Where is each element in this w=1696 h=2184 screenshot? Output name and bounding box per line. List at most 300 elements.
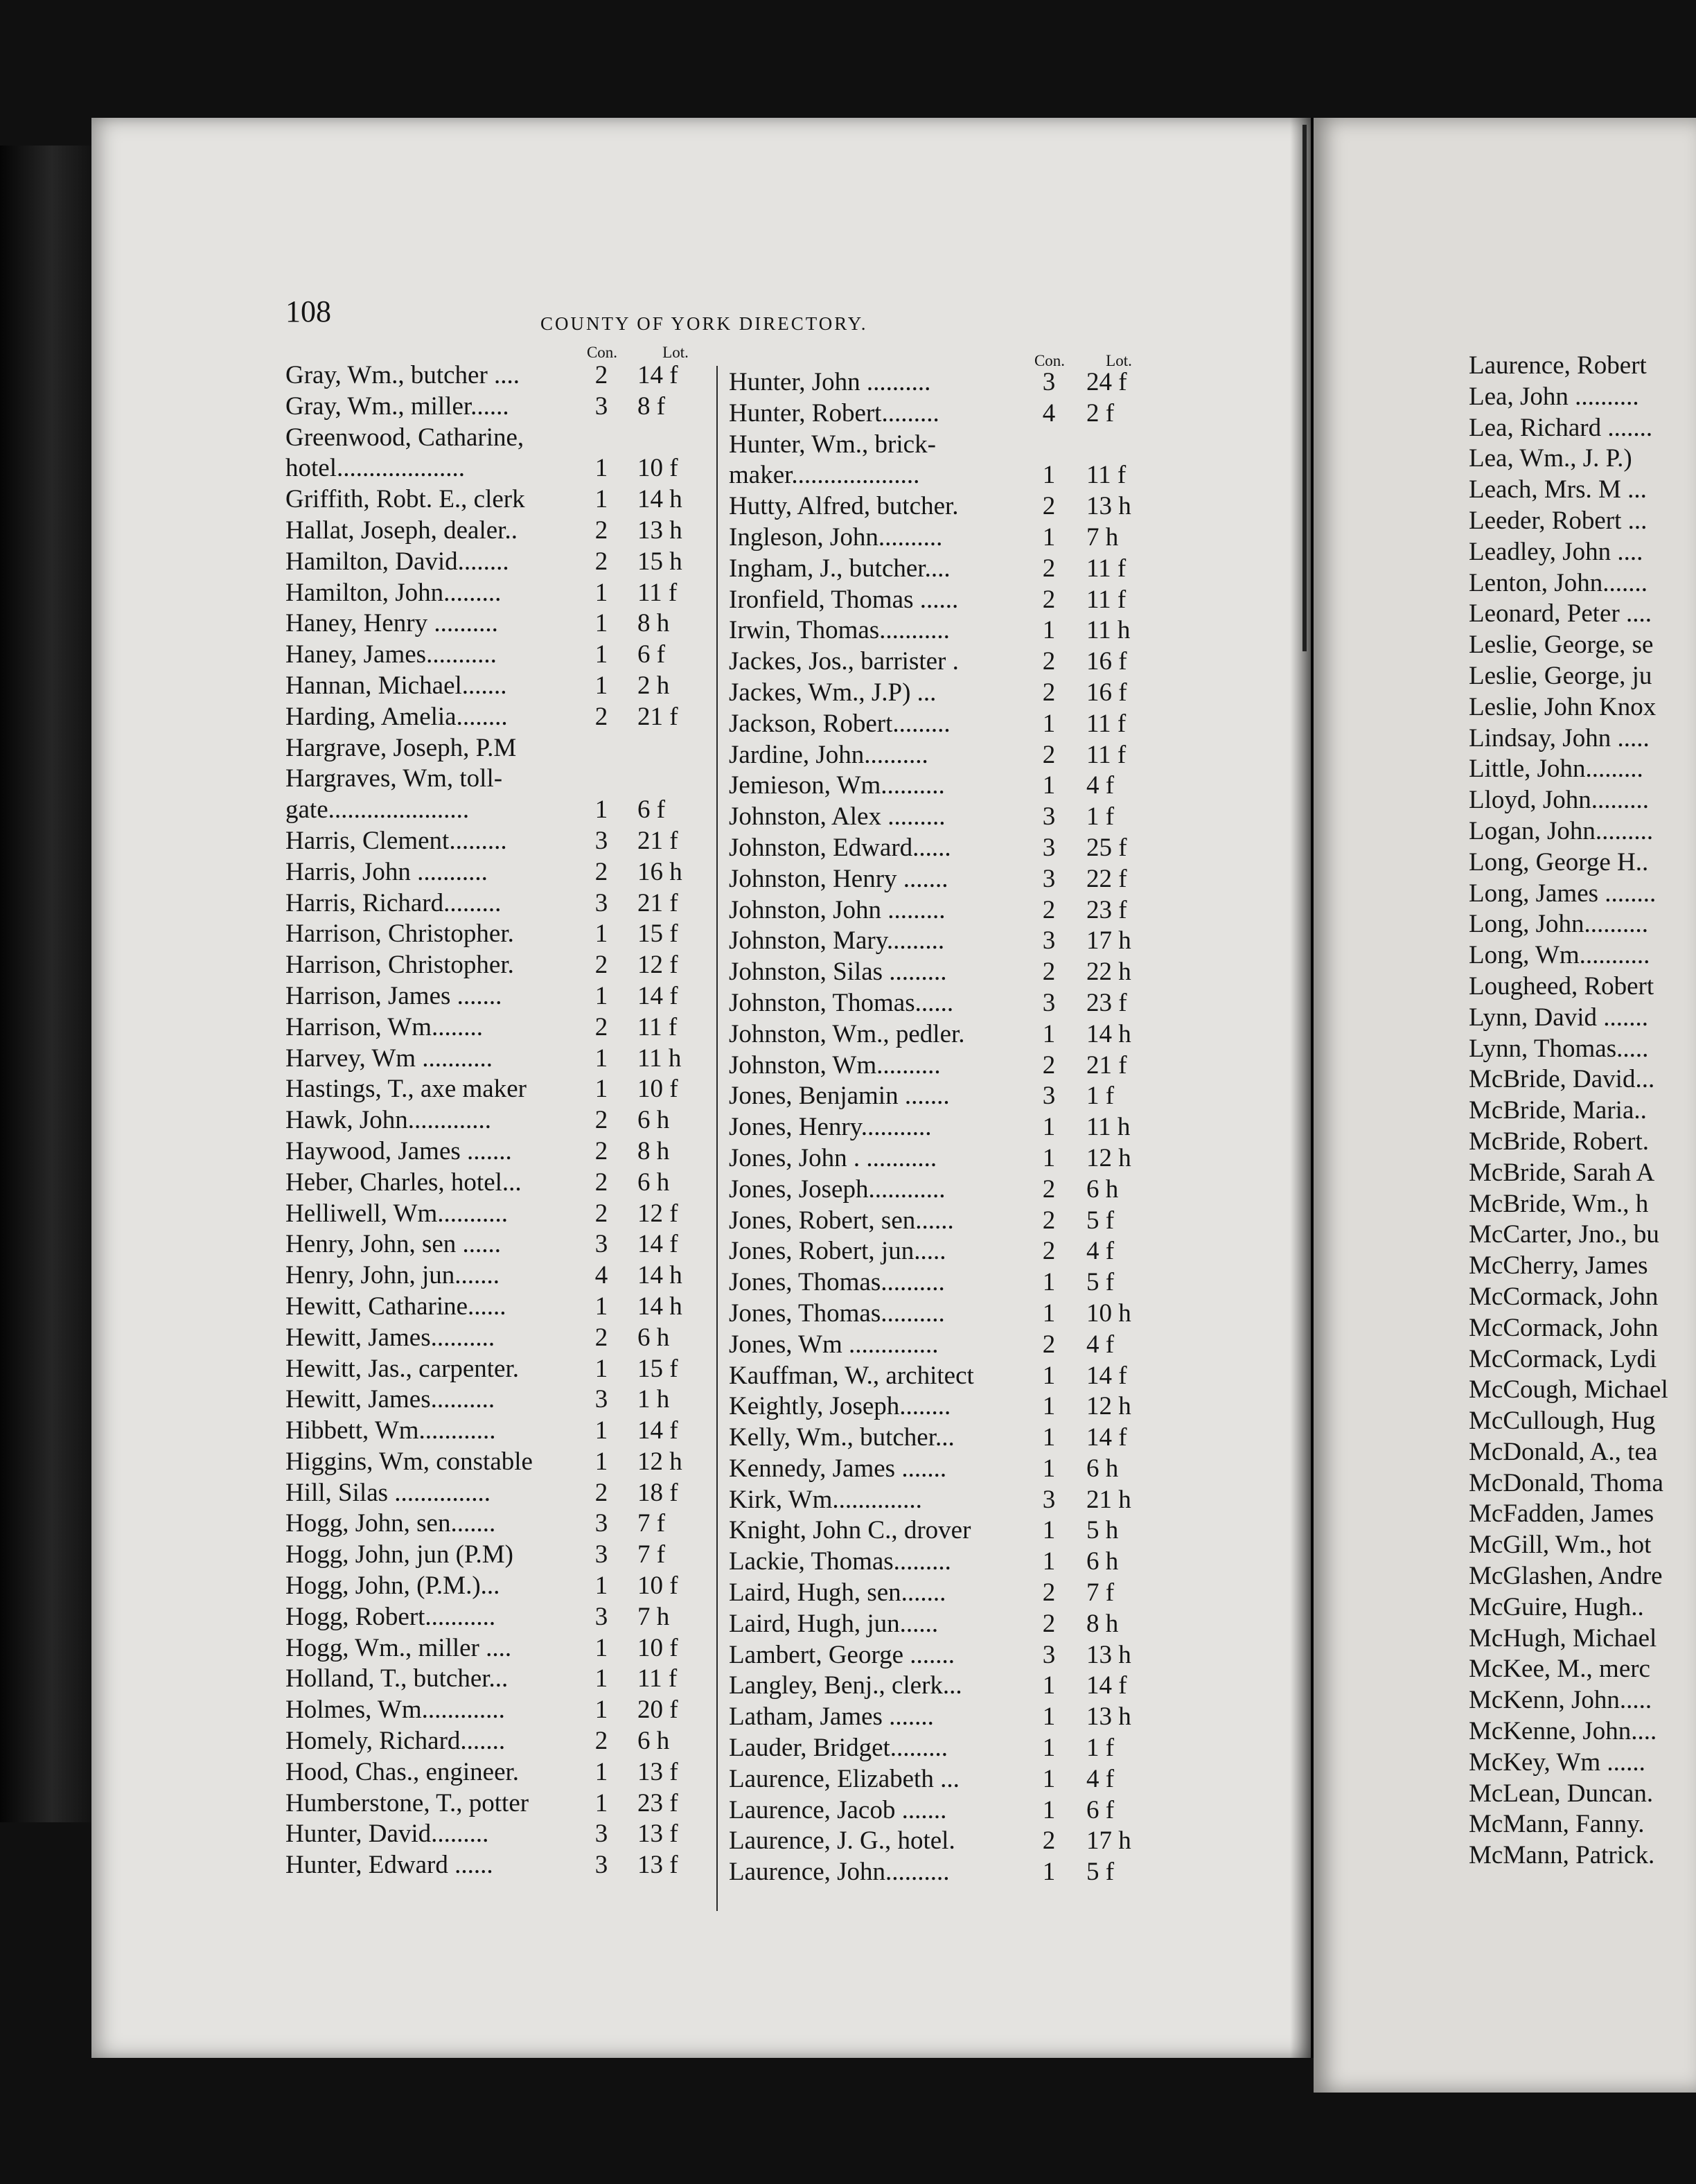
entry-lot: 5 f <box>1086 1206 1115 1235</box>
entry-name: Johnston, Silas ......... <box>729 958 947 987</box>
entry-name: Hargrave, Joseph, P.M <box>285 733 517 762</box>
entry-name: Jones, Joseph............ <box>729 1174 946 1204</box>
entry-con: 1 <box>594 1696 608 1725</box>
entry-name: Lea, John .......... <box>1469 382 1639 411</box>
entry-con: 1 <box>1042 1764 1056 1793</box>
entry-con: 1 <box>594 454 608 483</box>
entry-name: McCough, Michael <box>1469 1375 1668 1404</box>
entry-lot: 11 f <box>1086 585 1127 614</box>
entry-name: Lea, Wm., J. P.) <box>1469 444 1632 473</box>
entry-name: Lenton, John....... <box>1469 568 1648 597</box>
col1-lot-header: Lot. <box>662 344 689 361</box>
entry-lot: 15 h <box>637 547 682 576</box>
entry-con: 2 <box>1042 585 1056 614</box>
entry-lot: 1 h <box>637 1385 670 1414</box>
entry-name: Johnston, Mary......... <box>729 926 945 956</box>
entry-con: 2 <box>1042 1050 1056 1080</box>
entry-name: Griffith, Robt. E., clerk <box>285 485 525 514</box>
entry-con: 1 <box>594 1788 608 1817</box>
entry-lot: 8 h <box>637 609 670 638</box>
entry-con: 2 <box>1042 678 1056 707</box>
entry-lot: 13 h <box>1086 1702 1131 1732</box>
entry-lot: 11 h <box>1086 1113 1131 1142</box>
entry-name: Leadley, John .... <box>1469 537 1643 566</box>
entry-lot: 7 h <box>637 1602 670 1631</box>
entry-name: Hannan, Michael....... <box>285 671 507 700</box>
entry-con: 2 <box>594 1012 608 1041</box>
page-gutter <box>1290 118 1314 2058</box>
entry-lot: 14 f <box>1086 1423 1127 1452</box>
entry-name: Leonard, Peter .... <box>1469 599 1652 628</box>
entry-con: 1 <box>1042 461 1056 490</box>
entry-con: 1 <box>1042 1113 1056 1142</box>
entry-con: 1 <box>1042 522 1056 552</box>
entry-name: Hill, Silas ............... <box>285 1478 491 1507</box>
entry-name: Harvey, Wm ........... <box>285 1043 493 1073</box>
entry-lot: 7 f <box>1086 1578 1115 1608</box>
entry-con: 1 <box>594 1633 608 1662</box>
entry-lot: 12 h <box>1086 1143 1131 1172</box>
entry-lot: 10 h <box>1086 1298 1131 1328</box>
entry-name: Latham, James ....... <box>729 1702 934 1732</box>
entry-lot: 6 h <box>1086 1174 1119 1204</box>
entry-con: 1 <box>594 1571 608 1601</box>
entry-name: Kelly, Wm., butcher... <box>729 1423 955 1452</box>
entry-lot: 22 h <box>1086 958 1131 987</box>
entry-name: Johnston, John ......... <box>729 895 946 924</box>
entry-name: McBride, Maria.. <box>1469 1096 1647 1125</box>
entry-name: Long, George H.. <box>1469 847 1649 877</box>
entry-lot: 14 h <box>637 1292 682 1321</box>
entry-lot: 13 f <box>637 1851 678 1880</box>
entry-lot: 14 f <box>637 361 678 389</box>
entry-con: 4 <box>594 1261 608 1290</box>
entry-lot: 21 f <box>637 888 678 917</box>
entry-name: Holland, T., butcher... <box>285 1664 509 1693</box>
entry-con: 3 <box>1042 1082 1056 1111</box>
entry-lot: 21 f <box>1086 1050 1127 1080</box>
entry-name: McMann, Patrick. <box>1469 1841 1655 1870</box>
entry-con: 1 <box>1042 616 1056 645</box>
entry-lot: 24 f <box>1086 368 1127 396</box>
entry-lot: 14 f <box>637 981 678 1010</box>
entry-con: 3 <box>1042 1640 1056 1669</box>
entry-lot: 10 f <box>637 454 678 483</box>
entry-name: Higgins, Wm, constable <box>285 1447 533 1476</box>
entry-name: McBride, Sarah A <box>1469 1158 1655 1187</box>
entry-name: Hunter, Edward ...... <box>285 1851 493 1880</box>
entry-name: Leslie, George, se <box>1469 631 1654 660</box>
entry-con: 2 <box>594 1323 608 1352</box>
entry-lot: 2 h <box>637 671 670 700</box>
entry-lot: 14 f <box>1086 1361 1127 1390</box>
entry-name: Laird, Hugh, jun...... <box>729 1609 939 1638</box>
entry-lot: 1 f <box>1086 802 1115 831</box>
entry-con: 3 <box>594 1385 608 1414</box>
entry-lot: 11 h <box>637 1043 682 1073</box>
entry-name: McBride, Wm., h <box>1469 1189 1649 1218</box>
entry-name: Lambert, George ....... <box>729 1640 955 1669</box>
entry-con: 3 <box>594 826 608 855</box>
entry-name: maker.................... <box>729 461 920 490</box>
entry-name: Laurence, J. G., hotel. <box>729 1826 955 1856</box>
entry-con: 1 <box>1042 1516 1056 1545</box>
col1-con-header: Con. <box>586 344 618 361</box>
entry-con: 3 <box>1042 988 1056 1017</box>
entry-name: McCormack, John <box>1469 1282 1659 1311</box>
entry-name: Leslie, John Knox <box>1469 692 1657 721</box>
entry-name: Johnston, Edward...... <box>729 833 951 862</box>
entry-lot: 18 f <box>637 1478 678 1507</box>
entry-con: 2 <box>594 1478 608 1507</box>
entry-name: Laurence, Robert <box>1469 351 1647 380</box>
entry-name: Hawk, John............. <box>285 1106 492 1135</box>
entry-name: Leslie, George, ju <box>1469 661 1652 690</box>
entry-lot: 13 h <box>1086 492 1131 521</box>
entry-lot: 4 f <box>1086 1764 1115 1793</box>
entry-name: McCarter, Jno., bu <box>1469 1220 1659 1249</box>
entry-con: 1 <box>1042 1361 1056 1390</box>
entry-con: 2 <box>594 951 608 980</box>
entry-lot: 21 f <box>637 826 678 855</box>
entry-name: hotel.................... <box>285 454 465 483</box>
entry-name: Jones, Thomas.......... <box>729 1298 945 1328</box>
entry-name: Hunter, Wm., brick- <box>729 430 936 459</box>
entry-lot: 4 f <box>1086 1237 1115 1266</box>
entry-name: Little, John......... <box>1469 755 1643 784</box>
entry-lot: 12 f <box>637 1199 678 1228</box>
entry-con: 1 <box>1042 1858 1056 1887</box>
entry-name: Hewitt, James.......... <box>285 1323 495 1352</box>
entry-name: Langley, Benj., clerk... <box>729 1671 962 1700</box>
entry-name: Kauffman, W., architect <box>729 1361 974 1390</box>
entry-con: 2 <box>594 516 608 545</box>
entry-name: McHugh, Michael <box>1469 1623 1657 1653</box>
entry-con: 2 <box>1042 1330 1056 1359</box>
entry-name: Hogg, John, sen....... <box>285 1509 496 1538</box>
entry-name: Harris, John ........... <box>285 857 488 886</box>
entry-con: 4 <box>1042 398 1056 428</box>
entry-con: 3 <box>594 888 608 917</box>
entry-name: McCormack, John <box>1469 1313 1659 1342</box>
entry-lot: 11 f <box>1086 461 1127 490</box>
entry-lot: 23 f <box>1086 988 1127 1017</box>
entry-name: Jardine, John.......... <box>729 740 928 769</box>
entry-lot: 16 h <box>637 857 682 886</box>
entry-con: 2 <box>594 1727 608 1756</box>
entry-name: Holmes, Wm............. <box>285 1696 505 1725</box>
entry-con: 3 <box>594 391 608 421</box>
entry-lot: 6 f <box>1086 1795 1115 1824</box>
entry-lot: 6 h <box>1086 1454 1119 1483</box>
entry-lot: 6 f <box>637 795 666 825</box>
entry-lot: 16 f <box>1086 678 1127 707</box>
entry-lot: 8 f <box>637 391 666 421</box>
entry-name: Hunter, Robert......... <box>729 398 939 428</box>
entry-con: 3 <box>594 1851 608 1880</box>
entry-name: Laurence, Jacob ....... <box>729 1795 947 1824</box>
entry-lot: 14 f <box>637 1416 678 1445</box>
entry-name: Ingleson, John.......... <box>729 522 943 552</box>
entry-name: Harrison, Christopher. <box>285 919 514 949</box>
entry-name: Homely, Richard....... <box>285 1727 506 1756</box>
entry-con: 2 <box>594 702 608 731</box>
entry-name: McKenn, John..... <box>1469 1686 1652 1715</box>
entry-lot: 14 h <box>1086 1019 1131 1048</box>
entry-con: 1 <box>1042 1671 1056 1700</box>
entry-name: McCullough, Hug <box>1469 1407 1656 1436</box>
entry-con: 3 <box>1042 802 1056 831</box>
entry-con: 1 <box>594 671 608 700</box>
entry-name: Jones, Henry........... <box>729 1113 932 1142</box>
entry-name: Henry, John, jun....... <box>285 1261 500 1290</box>
entry-lot: 15 f <box>637 919 678 949</box>
entry-name: Kennedy, James ....... <box>729 1454 947 1483</box>
entry-con: 2 <box>1042 647 1056 676</box>
entry-name: Jones, Benjamin ....... <box>729 1082 950 1111</box>
entry-name: Harrison, Christopher. <box>285 951 514 980</box>
entry-con: 1 <box>594 640 608 669</box>
entry-lot: 6 h <box>637 1106 670 1135</box>
entry-lot: 12 h <box>637 1447 682 1476</box>
entry-name: Hewitt, Catharine...... <box>285 1292 506 1321</box>
entry-lot: 11 f <box>1086 740 1127 769</box>
entry-name: Harrison, James ....... <box>285 981 502 1010</box>
entry-lot: 20 f <box>637 1696 678 1725</box>
entry-con: 1 <box>1042 771 1056 800</box>
entry-con: 3 <box>594 1602 608 1631</box>
entry-name: McDonald, Thoma <box>1469 1468 1663 1497</box>
entry-name: Lackie, Thomas......... <box>729 1547 951 1576</box>
entry-con: 1 <box>594 1416 608 1445</box>
entry-lot: 21 f <box>637 702 678 731</box>
entry-lot: 21 h <box>1086 1485 1131 1514</box>
entry-con: 1 <box>594 795 608 825</box>
entry-con: 1 <box>594 1664 608 1693</box>
entry-lot: 7 f <box>637 1509 666 1538</box>
entry-con: 2 <box>1042 1174 1056 1204</box>
entry-lot: 8 h <box>1086 1609 1119 1638</box>
entry-name: Lynn, David ....... <box>1469 1003 1648 1032</box>
entry-lot: 25 f <box>1086 833 1127 862</box>
entry-name: McKenne, John.... <box>1469 1717 1657 1746</box>
entry-name: Knight, John C., drover <box>729 1516 971 1545</box>
entry-name: Harding, Amelia........ <box>285 702 508 731</box>
entry-name: Lougheed, Robert <box>1469 971 1654 1001</box>
entry-con: 1 <box>1042 1795 1056 1824</box>
entry-name: Henry, John, sen ...... <box>285 1230 502 1259</box>
entry-lot: 14 h <box>637 1261 682 1290</box>
entry-con: 3 <box>1042 864 1056 893</box>
entry-lot: 13 f <box>637 1757 678 1786</box>
entry-name: McBride, Robert. <box>1469 1127 1649 1156</box>
entry-name: Gray, Wm., butcher .... <box>285 361 520 389</box>
entry-name: Kirk, Wm.............. <box>729 1485 922 1514</box>
entry-name: Harrison, Wm........ <box>285 1012 483 1041</box>
entry-con: 2 <box>1042 492 1056 521</box>
entry-name: Jones, Wm .............. <box>729 1330 939 1359</box>
entry-name: McCherry, James <box>1469 1251 1648 1280</box>
entry-name: Ironfield, Thomas ...... <box>729 585 959 614</box>
entry-lot: 23 f <box>1086 895 1127 924</box>
entry-con: 2 <box>1042 554 1056 583</box>
entry-lot: 22 f <box>1086 864 1127 893</box>
entry-lot: 4 f <box>1086 771 1115 800</box>
entry-con: 2 <box>1042 1826 1056 1856</box>
entry-lot: 11 h <box>1086 616 1131 645</box>
entry-con: 1 <box>594 1075 608 1104</box>
entry-name: Greenwood, Catharine, <box>285 423 524 452</box>
entry-lot: 8 h <box>637 1136 670 1165</box>
entry-lot: 13 h <box>1086 1640 1131 1669</box>
entry-name: Ingham, J., butcher.... <box>729 554 951 583</box>
entry-con: 1 <box>1042 1423 1056 1452</box>
entry-name: Irwin, Thomas........... <box>729 616 950 645</box>
entry-name: Hunter, David......... <box>285 1820 489 1849</box>
entry-name: Hogg, Wm., miller .... <box>285 1633 512 1662</box>
entry-name: Jemieson, Wm.......... <box>729 771 945 800</box>
entry-con: 3 <box>594 1820 608 1849</box>
entry-lot: 14 f <box>637 1230 678 1259</box>
entry-con: 2 <box>1042 1578 1056 1608</box>
entry-con: 1 <box>1042 709 1056 738</box>
entry-name: Hastings, T., axe maker <box>285 1075 527 1104</box>
entry-con: 2 <box>1042 895 1056 924</box>
entry-con: 2 <box>594 1136 608 1165</box>
entry-name: Logan, John......... <box>1469 816 1654 845</box>
entry-con: 2 <box>1042 1237 1056 1266</box>
entry-name: Hamilton, John......... <box>285 578 502 607</box>
entry-name: Harris, Clement......... <box>285 826 507 855</box>
entry-con: 2 <box>594 857 608 886</box>
entry-name: Lynn, Thomas..... <box>1469 1034 1649 1063</box>
entry-name: Lauder, Bridget......... <box>729 1734 948 1763</box>
entry-con: 2 <box>594 1106 608 1135</box>
entry-lot: 12 f <box>637 951 678 980</box>
entry-name: McGill, Wm., hot <box>1469 1531 1652 1560</box>
entry-lot: 11 f <box>637 1012 678 1041</box>
entry-lot: 15 f <box>637 1354 678 1383</box>
entry-name: Lea, Richard ....... <box>1469 413 1653 442</box>
entry-name: Leeder, Robert ... <box>1469 506 1648 535</box>
entry-name: Heber, Charles, hotel... <box>285 1168 522 1197</box>
entry-name: Johnston, Wm., pedler. <box>729 1019 965 1048</box>
entry-name: Jones, Thomas.......... <box>729 1268 945 1297</box>
entry-lot: 12 h <box>1086 1392 1131 1421</box>
entry-con: 1 <box>1042 1547 1056 1576</box>
entry-name: Jones, Robert, jun..... <box>729 1237 946 1266</box>
entry-name: McKee, M., merc <box>1469 1655 1650 1684</box>
entry-name: Hargraves, Wm, toll- <box>285 764 503 793</box>
entry-lot: 4 f <box>1086 1330 1115 1359</box>
entry-con: 1 <box>1042 1702 1056 1732</box>
entry-con: 3 <box>1042 368 1056 396</box>
entry-name: Jackes, Jos., barrister . <box>729 647 959 676</box>
entry-con: 2 <box>594 547 608 576</box>
entry-lot: 2 f <box>1086 398 1115 428</box>
entry-name: Helliwell, Wm........... <box>285 1199 508 1228</box>
entry-lot: 10 f <box>637 1633 678 1662</box>
entry-name: Hallat, Joseph, dealer.. <box>285 516 518 545</box>
entry-name: Lloyd, John......... <box>1469 786 1650 815</box>
entry-name: Long, Wm........... <box>1469 941 1650 970</box>
entry-lot: 10 f <box>637 1075 678 1104</box>
entry-name: Laurence, John.......... <box>729 1858 950 1887</box>
entry-con: 1 <box>594 485 608 514</box>
entry-name: Haney, Henry .......... <box>285 609 498 638</box>
entry-lot: 11 f <box>637 1664 678 1693</box>
entry-con: 1 <box>1042 1392 1056 1421</box>
entry-con: 3 <box>1042 1485 1056 1514</box>
entry-lot: 11 f <box>1086 709 1127 738</box>
entry-lot: 17 h <box>1086 1826 1131 1856</box>
entry-name: McBride, David... <box>1469 1065 1655 1094</box>
running-head: COUNTY OF YORK DIRECTORY. <box>540 313 868 334</box>
entry-name: Lindsay, John ..... <box>1469 723 1650 752</box>
entry-name: Hibbett, Wm............ <box>285 1416 496 1445</box>
entry-name: Hogg, Robert........... <box>285 1602 496 1631</box>
entry-lot: 6 h <box>637 1323 670 1352</box>
entry-name: Laurence, Elizabeth ... <box>729 1764 960 1793</box>
gutter-line <box>1302 125 1307 651</box>
entry-name: McCormack, Lydi <box>1469 1344 1657 1373</box>
entry-name: Haney, James........... <box>285 640 497 669</box>
entry-name: McDonald, A., tea <box>1469 1437 1658 1466</box>
entry-con: 2 <box>1042 740 1056 769</box>
entry-lot: 16 f <box>1086 647 1127 676</box>
entry-name: Hewitt, James.......... <box>285 1385 495 1414</box>
entry-name: Hogg, John, jun (P.M) <box>285 1540 513 1569</box>
entry-name: Harris, Richard......... <box>285 888 502 917</box>
entry-name: McFadden, James <box>1469 1499 1654 1529</box>
entry-name: Johnston, Alex ......... <box>729 802 946 831</box>
column-divider <box>716 366 718 1911</box>
entry-lot: 10 f <box>637 1571 678 1601</box>
entry-con: 1 <box>594 1354 608 1383</box>
entry-con: 1 <box>1042 1734 1056 1763</box>
entry-con: 1 <box>1042 1268 1056 1297</box>
entry-name: Jackes, Wm., J.P) ... <box>729 678 937 707</box>
entry-lot: 1 f <box>1086 1734 1115 1763</box>
entry-name: Hogg, John, (P.M.)... <box>285 1571 500 1601</box>
entry-name: Hood, Chas., engineer. <box>285 1757 520 1786</box>
entry-name: gate...................... <box>285 795 470 825</box>
entry-lot: 14 f <box>1086 1671 1127 1700</box>
entry-name: Jackson, Robert......... <box>729 709 951 738</box>
entry-name: McGuire, Hugh.. <box>1469 1592 1644 1621</box>
entry-name: Haywood, James ....... <box>285 1136 512 1165</box>
entry-name: Laird, Hugh, sen....... <box>729 1578 946 1608</box>
entry-con: 1 <box>1042 1143 1056 1172</box>
entry-name: Long, James ........ <box>1469 879 1657 908</box>
entry-name: Humberstone, T., potter <box>285 1788 529 1817</box>
entry-name: Johnston, Wm.......... <box>729 1050 941 1080</box>
entry-name: Hunter, John .......... <box>729 368 931 396</box>
book-cover-edge <box>0 146 104 1822</box>
entry-con: 1 <box>594 609 608 638</box>
entry-name: Hutty, Alfred, butcher. <box>729 492 959 521</box>
entry-con: 1 <box>594 1447 608 1476</box>
col2-lot-header: Lot. <box>1106 352 1132 369</box>
entry-con: 1 <box>594 981 608 1010</box>
entry-name: Johnston, Thomas...... <box>729 988 954 1017</box>
entry-lot: 17 h <box>1086 926 1131 956</box>
entry-con: 3 <box>1042 926 1056 956</box>
entry-con: 3 <box>594 1540 608 1569</box>
entry-lot: 7 f <box>637 1540 666 1569</box>
entry-lot: 23 f <box>637 1788 678 1817</box>
entry-con: 3 <box>594 1509 608 1538</box>
